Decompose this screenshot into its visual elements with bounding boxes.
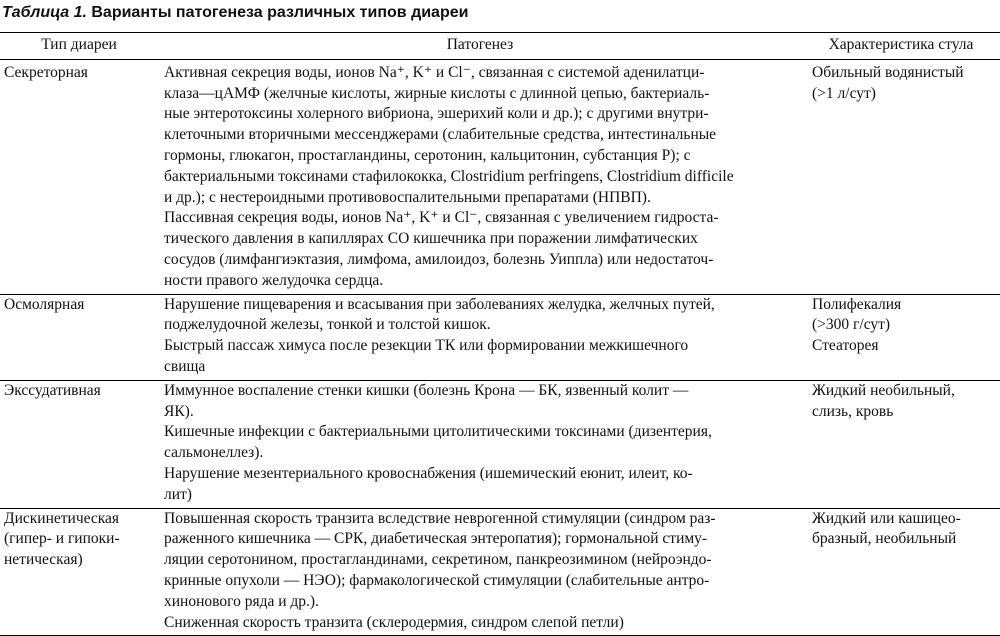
cell-type: [0, 380, 158, 508]
pathogenesis-line: Сниженная скорость транзита (склеродермия, синдром слепой петли): [164, 613, 624, 631]
pathogenesis-line: раженного кишечника — СРК, диабетическая энтеропатия); гормональной стиму-: [164, 530, 708, 548]
pathogenesis-line: поджелудочной железы, тонкой и толстой кишок.: [164, 316, 491, 334]
table-caption-number: Таблица 1.: [2, 4, 87, 21]
pathogenesis-line: Нарушение мезентериального кровоснабжения (ишемический еюнит, илеит, ко-: [164, 464, 693, 482]
cell-pathogenesis: [158, 294, 802, 380]
column-header-pathogenesis: Патогенез: [158, 33, 802, 60]
pathogenesis-line: и др.); с нестероидными противовоспалительными препаратами (НПВП).: [164, 188, 651, 206]
pathogenesis-line: сальмонеллез).: [164, 444, 264, 462]
header-row: [0, 33, 1000, 60]
cell-stool: [802, 59, 1000, 294]
pathogenesis-line: гормоны, глюкагон, простагландины, серотонин, кальцитонин, субстанция Р); с: [164, 146, 691, 164]
cell-pathogenesis: [158, 508, 802, 636]
table-caption-text: Варианты патогенеза различных типов диареи: [91, 4, 469, 21]
table-row: [0, 380, 1000, 508]
pathogenesis-line: клаза—цАМФ (желчные кислоты, жирные кислоты с длинной цепью, бактериаль-: [164, 84, 710, 102]
cell-stool: [802, 380, 1000, 508]
cell-pathogenesis: [158, 59, 802, 294]
stool-line: Стеаторея: [812, 337, 879, 355]
table-caption: [2, 4, 468, 22]
type-line: Дискинетическая: [4, 509, 120, 527]
pathogenesis-line: ности правого желудочка сердца.: [164, 271, 384, 289]
pathogenesis-line: кринные опухоли — НЭО); фармакологической стимуляции (слабительные антро-: [164, 571, 710, 589]
pathogenesis-line: Повышенная скорость транзита вследствие неврогенной стимуляции (синдром раз-: [164, 509, 716, 527]
type-line: (гипер- и гипоки-: [4, 530, 120, 548]
type-line: нетическая): [4, 551, 83, 569]
pathogenesis-line: Нарушение пищеварения и всасывания при заболеваниях желудка, желчных путей,: [164, 295, 715, 313]
cell-stool: [802, 508, 1000, 636]
diarrhea-pathogenesis-table: [0, 32, 1000, 636]
pathogenesis-line: лит): [164, 485, 192, 503]
stool-line: (>1 л/сут): [812, 84, 876, 102]
pathogenesis-line: Иммунное воспаление стенки кишки (болезнь Крона — БК, язвенный колит —: [164, 381, 689, 399]
pathogenesis-line: ЯК).: [164, 402, 194, 420]
pathogenesis-line: ные энтеротоксины холерного вибриона, эшерихий коли и др.); с другими внутри-: [164, 105, 709, 123]
table-body: [0, 59, 1000, 636]
cell-type: [0, 508, 158, 636]
table-header: [0, 33, 1000, 60]
stool-line: Жидкий необильный,: [812, 381, 955, 399]
column-header-stool: Характеристика стула: [802, 33, 1000, 60]
stool-line: бразный, необильный: [812, 530, 957, 548]
pathogenesis-line: Активная секреция воды, ионов Na⁺, K⁺ и Cl⁻, связанная с системой аденилатци-: [164, 63, 705, 81]
cell-type: [0, 59, 158, 294]
pathogenesis-line: сосудов (лимфангиэктазия, лимфома, амилоидоз, болезнь Уиппла) или недостаточ-: [164, 250, 714, 268]
stool-line: Обильный водянистый: [812, 63, 964, 81]
pathogenesis-line: Кишечные инфекции с бактериальными цитолитическими токсинами (дизентерия,: [164, 423, 712, 441]
stool-line: Жидкий или кашицео-: [812, 509, 961, 527]
pathogenesis-line: Пассивная секреция воды, ионов Na⁺, K⁺ и Cl⁻, связанная с увеличением гидроста-: [164, 209, 719, 227]
pathogenesis-line: ляции серотонином, простагландинами, секретином, панкреозимином (нейроэндо-: [164, 551, 712, 569]
table-row: [0, 59, 1000, 294]
pathogenesis-line: тического давления в капиллярах СО кишечника при поражении лимфатических: [164, 230, 698, 248]
type-line: Экссудативная: [4, 381, 101, 399]
pathogenesis-line: бактериальными токсинами стафилококка, Clostridium perfringens, Clostridium difficile: [164, 167, 734, 185]
pathogenesis-line: клеточными вторичными мессенджерами (слабительные средства, интестинальные: [164, 126, 717, 144]
type-line: Осмолярная: [4, 295, 85, 313]
pathogenesis-line: свища: [164, 357, 206, 375]
table-row: [0, 508, 1000, 636]
column-header-type: Тип диареи: [0, 33, 158, 60]
pathogenesis-line: Быстрый пассаж химуса после резекции ТК или формировании межкишечного: [164, 337, 689, 355]
pathogenesis-line: хинонового ряда и др.).: [164, 592, 319, 610]
cell-stool: [802, 294, 1000, 380]
cell-type: [0, 294, 158, 380]
stool-line: слизь, кровь: [812, 402, 894, 420]
type-line: Секреторная: [4, 63, 88, 81]
stool-line: Полифекалия: [812, 295, 902, 313]
table-row: [0, 294, 1000, 380]
cell-pathogenesis: [158, 380, 802, 508]
stool-line: (>300 г/сут): [812, 316, 891, 334]
